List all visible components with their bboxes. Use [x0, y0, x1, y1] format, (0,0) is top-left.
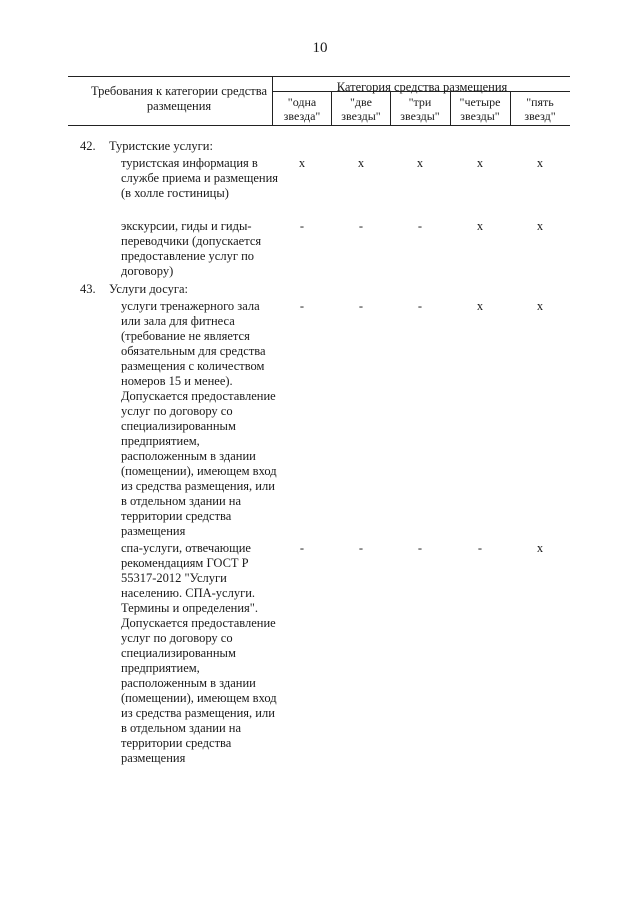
table-top-rule [68, 76, 570, 77]
requirement-item: туристская информация в службе приема и размещения (в холле гостиницы) [121, 156, 279, 200]
mark-one-star: x [298, 156, 306, 170]
requirements-header: Требования к категории средства размещения [90, 84, 268, 113]
column-header-five-stars: "пять звезд" [524, 95, 556, 123]
requirement-item: спа-услуги, отвечающие рекомендациям ГОСТ Р 55317-2012 "Услуги населению. СПА-услуги. Термины и определения". Допускается предоставление услуг по договору со специализированным предприятием, расположенным в здании (помещении), имеющем вход из средства размещения, или в отдельном здании на территории средства размещения [121, 541, 277, 765]
mark-four-stars: x [476, 156, 484, 170]
mark-three-stars: - [417, 299, 423, 313]
mark-two-stars: - [358, 541, 364, 555]
column-header-two-stars: "две звезды" [341, 95, 381, 123]
page-number: 10 [312, 40, 328, 56]
mark-four-stars: x [476, 219, 484, 233]
requirement-item: услуги тренажерного зала или зала для фитнеса (требование не является обязательным для средства размещения с количеством номеров 15 и менее). Допускается предоставление услуг по договору со специализированным предприятием, расположенным в здании (помещении), имеющем вход из средства размещения, или в отдельном здании на территории средства размещения [121, 299, 277, 538]
column-header-four-stars: "четыре звезды" [459, 95, 501, 123]
mark-three-stars: - [417, 541, 423, 555]
mark-five-stars: x [536, 156, 544, 170]
mark-two-stars: - [358, 219, 364, 233]
mark-one-star: - [299, 541, 305, 555]
mark-four-stars: - [477, 541, 483, 555]
category-header: Категория средства размещения [336, 80, 508, 94]
section-number: 42. [80, 139, 96, 153]
mark-three-stars: x [416, 156, 424, 170]
section-title: Туристские услуги: [109, 139, 213, 153]
mark-two-stars: - [358, 299, 364, 313]
column-header-three-stars: "три звезды" [400, 95, 440, 123]
mark-five-stars: x [536, 541, 544, 555]
requirement-item: экскурсии, гиды и гиды-переводчики (допускается предоставление услуг по договору) [121, 219, 262, 278]
column-header-one-star: "одна звезда" [283, 95, 321, 123]
mark-one-star: - [299, 299, 305, 313]
mark-five-stars: x [536, 299, 544, 313]
section-title: Услуги досуга: [109, 282, 189, 296]
mark-one-star: - [299, 219, 305, 233]
mark-four-stars: x [476, 299, 484, 313]
mark-two-stars: x [357, 156, 365, 170]
header-bottom-rule [68, 125, 570, 126]
section-number: 43. [80, 282, 96, 296]
mark-five-stars: x [536, 219, 544, 233]
mark-three-stars: - [417, 219, 423, 233]
